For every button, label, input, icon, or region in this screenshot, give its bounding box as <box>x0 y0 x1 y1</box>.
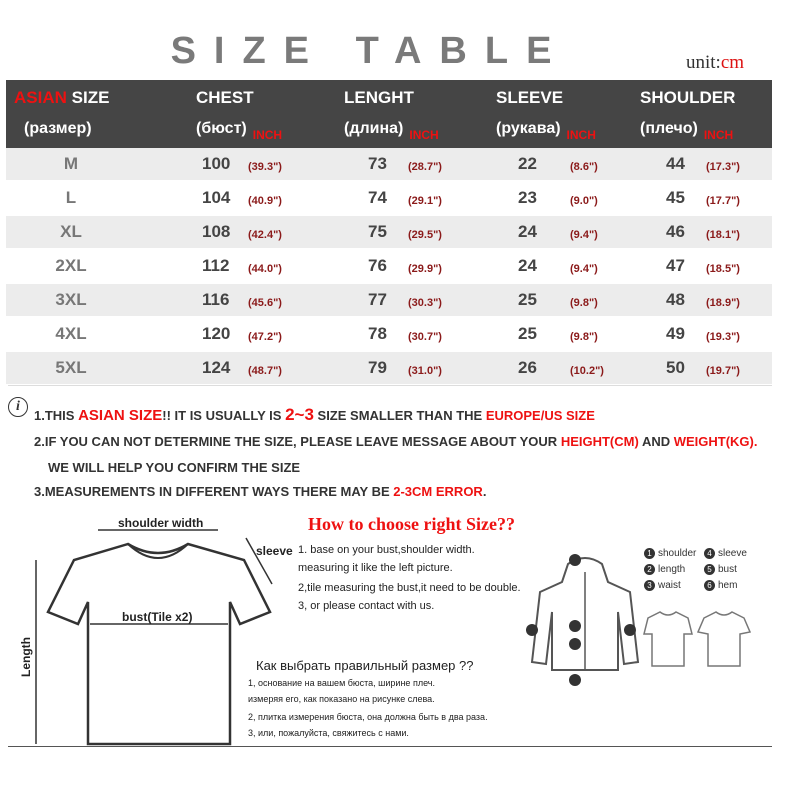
length-inch-cell: (29.1") <box>408 195 442 207</box>
size-cell: 2XL <box>55 256 87 275</box>
length-cm-cell: 77 <box>368 290 387 309</box>
chest-inch-cell: (48.7") <box>248 365 282 377</box>
header-sleeve-label: SLEEVE <box>496 88 564 107</box>
shoulder-width-label: shoulder width <box>118 516 204 530</box>
chest-inch-cell: (44.0") <box>248 263 282 275</box>
shoulder-cm-cell: 45 <box>666 188 685 207</box>
sleeve-cm-cell: 24 <box>518 222 537 241</box>
chest-inch-cell: (45.6") <box>248 297 282 309</box>
how-step-1: 1. base on your bust,shoulder width. <box>298 544 475 556</box>
legend-number: 4 <box>704 548 715 559</box>
sleeve-inch-cell: (8.6") <box>570 161 598 173</box>
size-cell: M <box>63 154 79 173</box>
size-cell: 4XL <box>55 324 87 343</box>
info-icon: i <box>8 397 28 417</box>
sleeve-cm-cell: 24 <box>518 256 537 275</box>
length-inch-cell: (29.5") <box>408 229 442 241</box>
how-step-1b: measuring it like the left picture. <box>298 562 453 574</box>
bust-label: bust(Tile x2) <box>122 610 193 624</box>
chest-cm-cell: 124 <box>202 358 231 377</box>
shoulder-inch-cell: (19.3") <box>706 331 740 343</box>
tshirt-outline <box>8 500 288 750</box>
shoulder-cm-cell: 47 <box>666 256 685 275</box>
header-length-inch: INCH <box>409 128 439 142</box>
divider <box>8 385 772 386</box>
sleeve-inch-cell: (9.8") <box>570 297 598 309</box>
legend-number: 5 <box>704 564 715 575</box>
sleeve-cm-cell: 23 <box>518 188 537 207</box>
note-3-b: 2-3CM ERROR <box>393 484 483 499</box>
header-length <box>344 88 439 142</box>
legend-item <box>644 548 696 559</box>
sleeve-cm-cell: 22 <box>518 154 537 173</box>
length-cm-cell: 73 <box>368 154 387 173</box>
note-1-e: SIZE <box>313 408 347 423</box>
legend-item <box>704 564 737 575</box>
note-1-c: !! IT IS USUALLY IS <box>162 408 286 423</box>
sleeve-cm-cell: 26 <box>518 358 537 377</box>
chest-cm-cell: 116 <box>202 290 230 309</box>
shoulder-inch-cell: (17.3") <box>706 161 740 173</box>
length-cm-cell: 74 <box>368 188 387 207</box>
header-size-asian: ASIAN <box>14 88 67 107</box>
chest-cm-cell: 108 <box>202 222 231 241</box>
shoulder-cm-cell: 49 <box>666 324 685 343</box>
legend-number: 6 <box>704 580 715 591</box>
table-row <box>6 284 772 316</box>
shoulder-inch-cell: (17.7") <box>706 195 740 207</box>
shoulder-cm-cell: 50 <box>666 358 685 377</box>
how-step-2: 2,tile measuring the bust,it need to be double. <box>298 582 521 594</box>
legend-number: 3 <box>644 580 655 591</box>
shoulder-inch-cell: (19.7") <box>706 365 740 377</box>
legend-label: bust <box>718 564 737 575</box>
shirt-icons <box>638 610 758 670</box>
shoulder-cm-cell: 48 <box>666 290 685 309</box>
header-length-label: LENGHT <box>344 88 414 107</box>
length-cm-cell: 76 <box>368 256 387 275</box>
note-2-b: HEIGHT(CM) <box>560 434 639 449</box>
note-2-d: WEIGHT(KG). <box>673 434 758 449</box>
sleeve-inch-cell: (9.4") <box>570 229 598 241</box>
table-row <box>6 352 772 384</box>
unit-label <box>686 52 744 74</box>
sleeve-cm-cell: 25 <box>518 290 537 309</box>
chest-inch-cell: (40.9") <box>248 195 282 207</box>
note-1-a: 1.THIS <box>34 408 79 423</box>
sleeve-inch-cell: (10.2") <box>570 365 604 377</box>
note-2 <box>34 434 757 449</box>
legend-number: 1 <box>644 548 655 559</box>
size-cell: L <box>65 188 77 207</box>
legend-label: hem <box>718 580 738 591</box>
hoodie-diagram <box>520 552 650 692</box>
length-inch-cell: (30.3") <box>408 297 442 309</box>
legend-label: sleeve <box>718 548 747 559</box>
legend-label: shoulder <box>658 548 697 559</box>
note-2-a: 2.IF YOU CAN NOT DETERMINE THE SIZE, PLEASE LEAVE MESSAGE ABOUT YOUR <box>34 434 561 449</box>
header-length-ru: (длина) <box>344 120 404 137</box>
header-size <box>14 88 109 138</box>
legend-item <box>704 548 747 559</box>
header-sleeve <box>496 88 596 142</box>
note-1-b: ASIAN SIZE <box>78 407 163 424</box>
note-2-c: AND <box>638 434 674 449</box>
sleeve-label: sleeve <box>256 544 293 558</box>
shoulder-inch-cell: (18.9") <box>706 297 740 309</box>
ru-step-3: 3, или, пожалуйста, свяжитесь с нами. <box>248 728 409 738</box>
table-header <box>6 80 772 148</box>
header-sleeve-ru: (рукава) <box>496 120 561 137</box>
header-chest-ru: (бюст) <box>196 120 247 137</box>
sleeve-cm-cell: 25 <box>518 324 537 343</box>
bottom-divider <box>8 746 772 747</box>
note-3 <box>34 484 486 499</box>
chest-cm-cell: 104 <box>202 188 231 207</box>
length-cm-cell: 75 <box>368 222 387 241</box>
header-chest-inch: INCH <box>252 128 283 142</box>
legend-number: 2 <box>644 564 655 575</box>
how-step-3: 3, or please contact with us. <box>298 600 435 612</box>
shoulder-cm-cell: 44 <box>666 154 685 173</box>
chest-cm-cell: 100 <box>202 154 231 173</box>
measurement-diagram <box>8 500 780 750</box>
header-shoulder-label: SHOULDER <box>640 88 736 107</box>
header-shoulder <box>640 88 736 142</box>
note-1-f: SMALLER THAN THE <box>346 408 486 423</box>
header-chest-label: CHEST <box>196 88 254 107</box>
sleeve-inch-cell: (9.4") <box>570 263 598 275</box>
note-1-g: EUROPE/US SIZE <box>485 408 595 423</box>
legend-item <box>704 580 737 591</box>
how-to-choose-title: How to choose right Size?? <box>308 514 515 534</box>
note-3-a: 3.MEASUREMENTS IN DIFFERENT WAYS THERE MAY BE <box>34 484 394 499</box>
chest-inch-cell: (42.4") <box>248 229 282 241</box>
legend-item <box>644 564 685 575</box>
shoulder-inch-cell: (18.1") <box>706 229 740 241</box>
table-row <box>6 216 772 248</box>
size-table-title: SIZE TABLE <box>170 30 570 72</box>
length-inch-cell: (29.9") <box>408 263 442 275</box>
table-row <box>6 318 772 350</box>
length-inch-cell: (30.7") <box>408 331 442 343</box>
size-cell: XL <box>60 222 82 241</box>
length-inch-cell: (28.7") <box>408 161 442 173</box>
header-size-ru: (размер) <box>24 120 92 137</box>
header-sleeve-inch: INCH <box>566 128 596 142</box>
note-1-d: 2~3 <box>285 405 314 424</box>
unit-value: cm <box>720 52 745 73</box>
table-row <box>6 182 772 214</box>
table-row <box>6 250 772 282</box>
sleeve-inch-cell: (9.0") <box>570 195 598 207</box>
length-cm-cell: 79 <box>368 358 387 377</box>
size-cell: 5XL <box>55 358 87 377</box>
table-row <box>6 148 772 180</box>
note-2-line2: WE WILL HELP YOU CONFIRM THE SIZE <box>48 460 301 475</box>
header-chest <box>196 88 283 142</box>
header-size-label: SIZE <box>71 88 110 107</box>
unit-prefix: unit: <box>686 52 721 73</box>
chest-cm-cell: 120 <box>202 324 231 343</box>
ru-step-1b: измеряя его, как показано на рисунке слева. <box>248 694 435 704</box>
chest-inch-cell: (39.3") <box>248 161 282 173</box>
legend-label: waist <box>658 580 681 591</box>
sleeve-inch-cell: (9.8") <box>570 331 598 343</box>
header-shoulder-inch: INCH <box>703 128 734 142</box>
length-inch-cell: (31.0") <box>408 365 442 377</box>
chest-inch-cell: (47.2") <box>248 331 282 343</box>
legend-item <box>644 580 681 591</box>
ru-title: Как выбрать правильный размер ?? <box>256 658 474 673</box>
shoulder-inch-cell: (18.5") <box>706 263 740 275</box>
legend-label: length <box>658 564 686 575</box>
length-cm-cell: 78 <box>368 324 387 343</box>
chest-cm-cell: 112 <box>202 256 230 275</box>
size-cell: 3XL <box>55 290 87 309</box>
length-label: Length <box>19 637 33 677</box>
note-3-c: . <box>482 484 487 499</box>
ru-step-1: 1, основание на вашем бюста, ширине плеч. <box>248 678 435 688</box>
ru-step-2: 2, плитка измерения бюста, она должна быть в два раза. <box>248 712 488 722</box>
header-shoulder-ru: (плечо) <box>640 120 698 137</box>
note-1 <box>34 405 595 425</box>
shoulder-cm-cell: 46 <box>666 222 685 241</box>
